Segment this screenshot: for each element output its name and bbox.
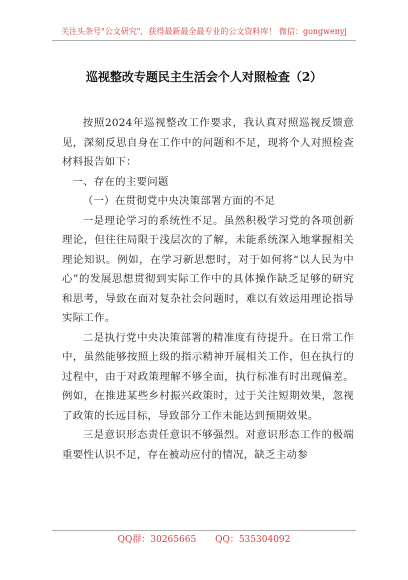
header-banner: 关注头条号"公文研究"，获得最新最全最专业的公文资料库！ 微信：gongwenyj (61, 27, 347, 36)
section-heading: 一、存在的主要问题 (72, 175, 169, 188)
footer-qq: QQ：535304092 (215, 535, 291, 545)
footer-qq-group: QQ群：30265665 (117, 535, 197, 545)
header-divider (52, 40, 356, 41)
body-paragraph-1: 一是理论学习的系统性不足。虽然积极学习党的各项创新理论，但往往局限于浅层次的了解，未能系统深入地掌握相关理论知识。例如，在学习新思想时，对于如何将“以人民为中心”的发展思想贯彻到实际工作中的具体操作缺乏足够的研究和思考，导致在面对复杂社会问题时，难以有效运用理论指导实际工作。 (62, 214, 354, 324)
document-title: 巡视整改专题民主生活会个人对照检查（2） (85, 70, 323, 84)
body-paragraph-3: 三是意识形态责任意识不够强烈。对意识形态工作的极端重要性认识不足，存在被动应付的情况，缺乏主动参 (62, 429, 354, 461)
footer-contact (0, 532, 408, 545)
footer-divider (52, 530, 356, 531)
document-body (62, 114, 354, 465)
intro-paragraph: 按照2024年巡视整改工作要求，我认真对照巡视反馈意见，深刻反思自身在工作中的问题和不足，现将个人对照检查材料报告如下： (62, 117, 354, 168)
body-paragraph-2: 二是执行党中央决策部署的精准度有待提升。在日常工作中，虽然能够按照上级的指示精神开展相关工作，但在执行的过程中，由于对政策理解不够全面，执行标准有时出现偏差。例如，在推进某些乡村振兴政策时，过于关注短期效果，忽视了政策的长远目标，导致部分工作未能达到预期效果。 (62, 331, 354, 422)
subsection-heading: （一）在贯彻党中央决策部署方面的不足 (82, 195, 276, 207)
